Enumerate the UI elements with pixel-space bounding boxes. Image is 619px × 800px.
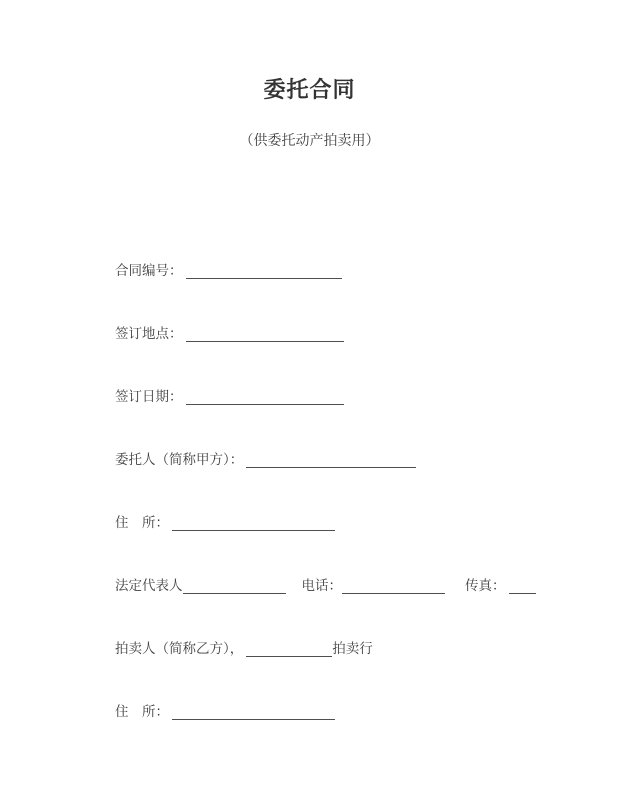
field-row-signing-date: [115, 389, 344, 405]
telephone-label: 电话：: [301, 578, 342, 593]
auctioneer-address-blank: [172, 706, 335, 721]
field-row-auctioneer: [115, 641, 373, 657]
field-row-principal: [115, 452, 416, 468]
auctioneer-address-label: 住 所：: [115, 704, 169, 719]
principal-blank: [246, 454, 416, 469]
field-row-auctioneer-address: [115, 704, 335, 720]
document-title: 委托合同: [263, 77, 356, 102]
auctioneer-blank: [246, 643, 332, 658]
principal-label: 委托人（简称甲方）：: [115, 452, 244, 467]
principal-address-blank: [172, 517, 335, 532]
contract-number-label: 合同编号：: [115, 263, 183, 278]
fax-blank: [509, 580, 536, 595]
auctioneer-suffix: 拍卖行: [332, 641, 373, 656]
signing-place-blank: [186, 328, 344, 343]
auctioneer-label: 拍卖人（简称乙方），: [115, 641, 244, 656]
telephone-blank: [342, 580, 445, 595]
principal-address-label: 住 所：: [115, 515, 169, 530]
contract-number-blank: [186, 265, 342, 280]
field-row-contract-number: [115, 263, 342, 279]
field-row-legal-rep-tel-fax: [115, 578, 536, 594]
legal-representative-blank: [183, 580, 286, 595]
field-row-principal-address: [115, 515, 335, 531]
fax-label: 传真：: [465, 578, 506, 593]
document-subtitle: （供委托动产拍卖用）: [239, 132, 380, 148]
legal-representative-label: 法定代表人: [115, 578, 183, 593]
signing-date-label: 签订日期：: [115, 389, 183, 404]
signing-place-label: 签订地点：: [115, 326, 183, 341]
signing-date-blank: [186, 391, 344, 406]
field-row-signing-place: [115, 326, 344, 342]
